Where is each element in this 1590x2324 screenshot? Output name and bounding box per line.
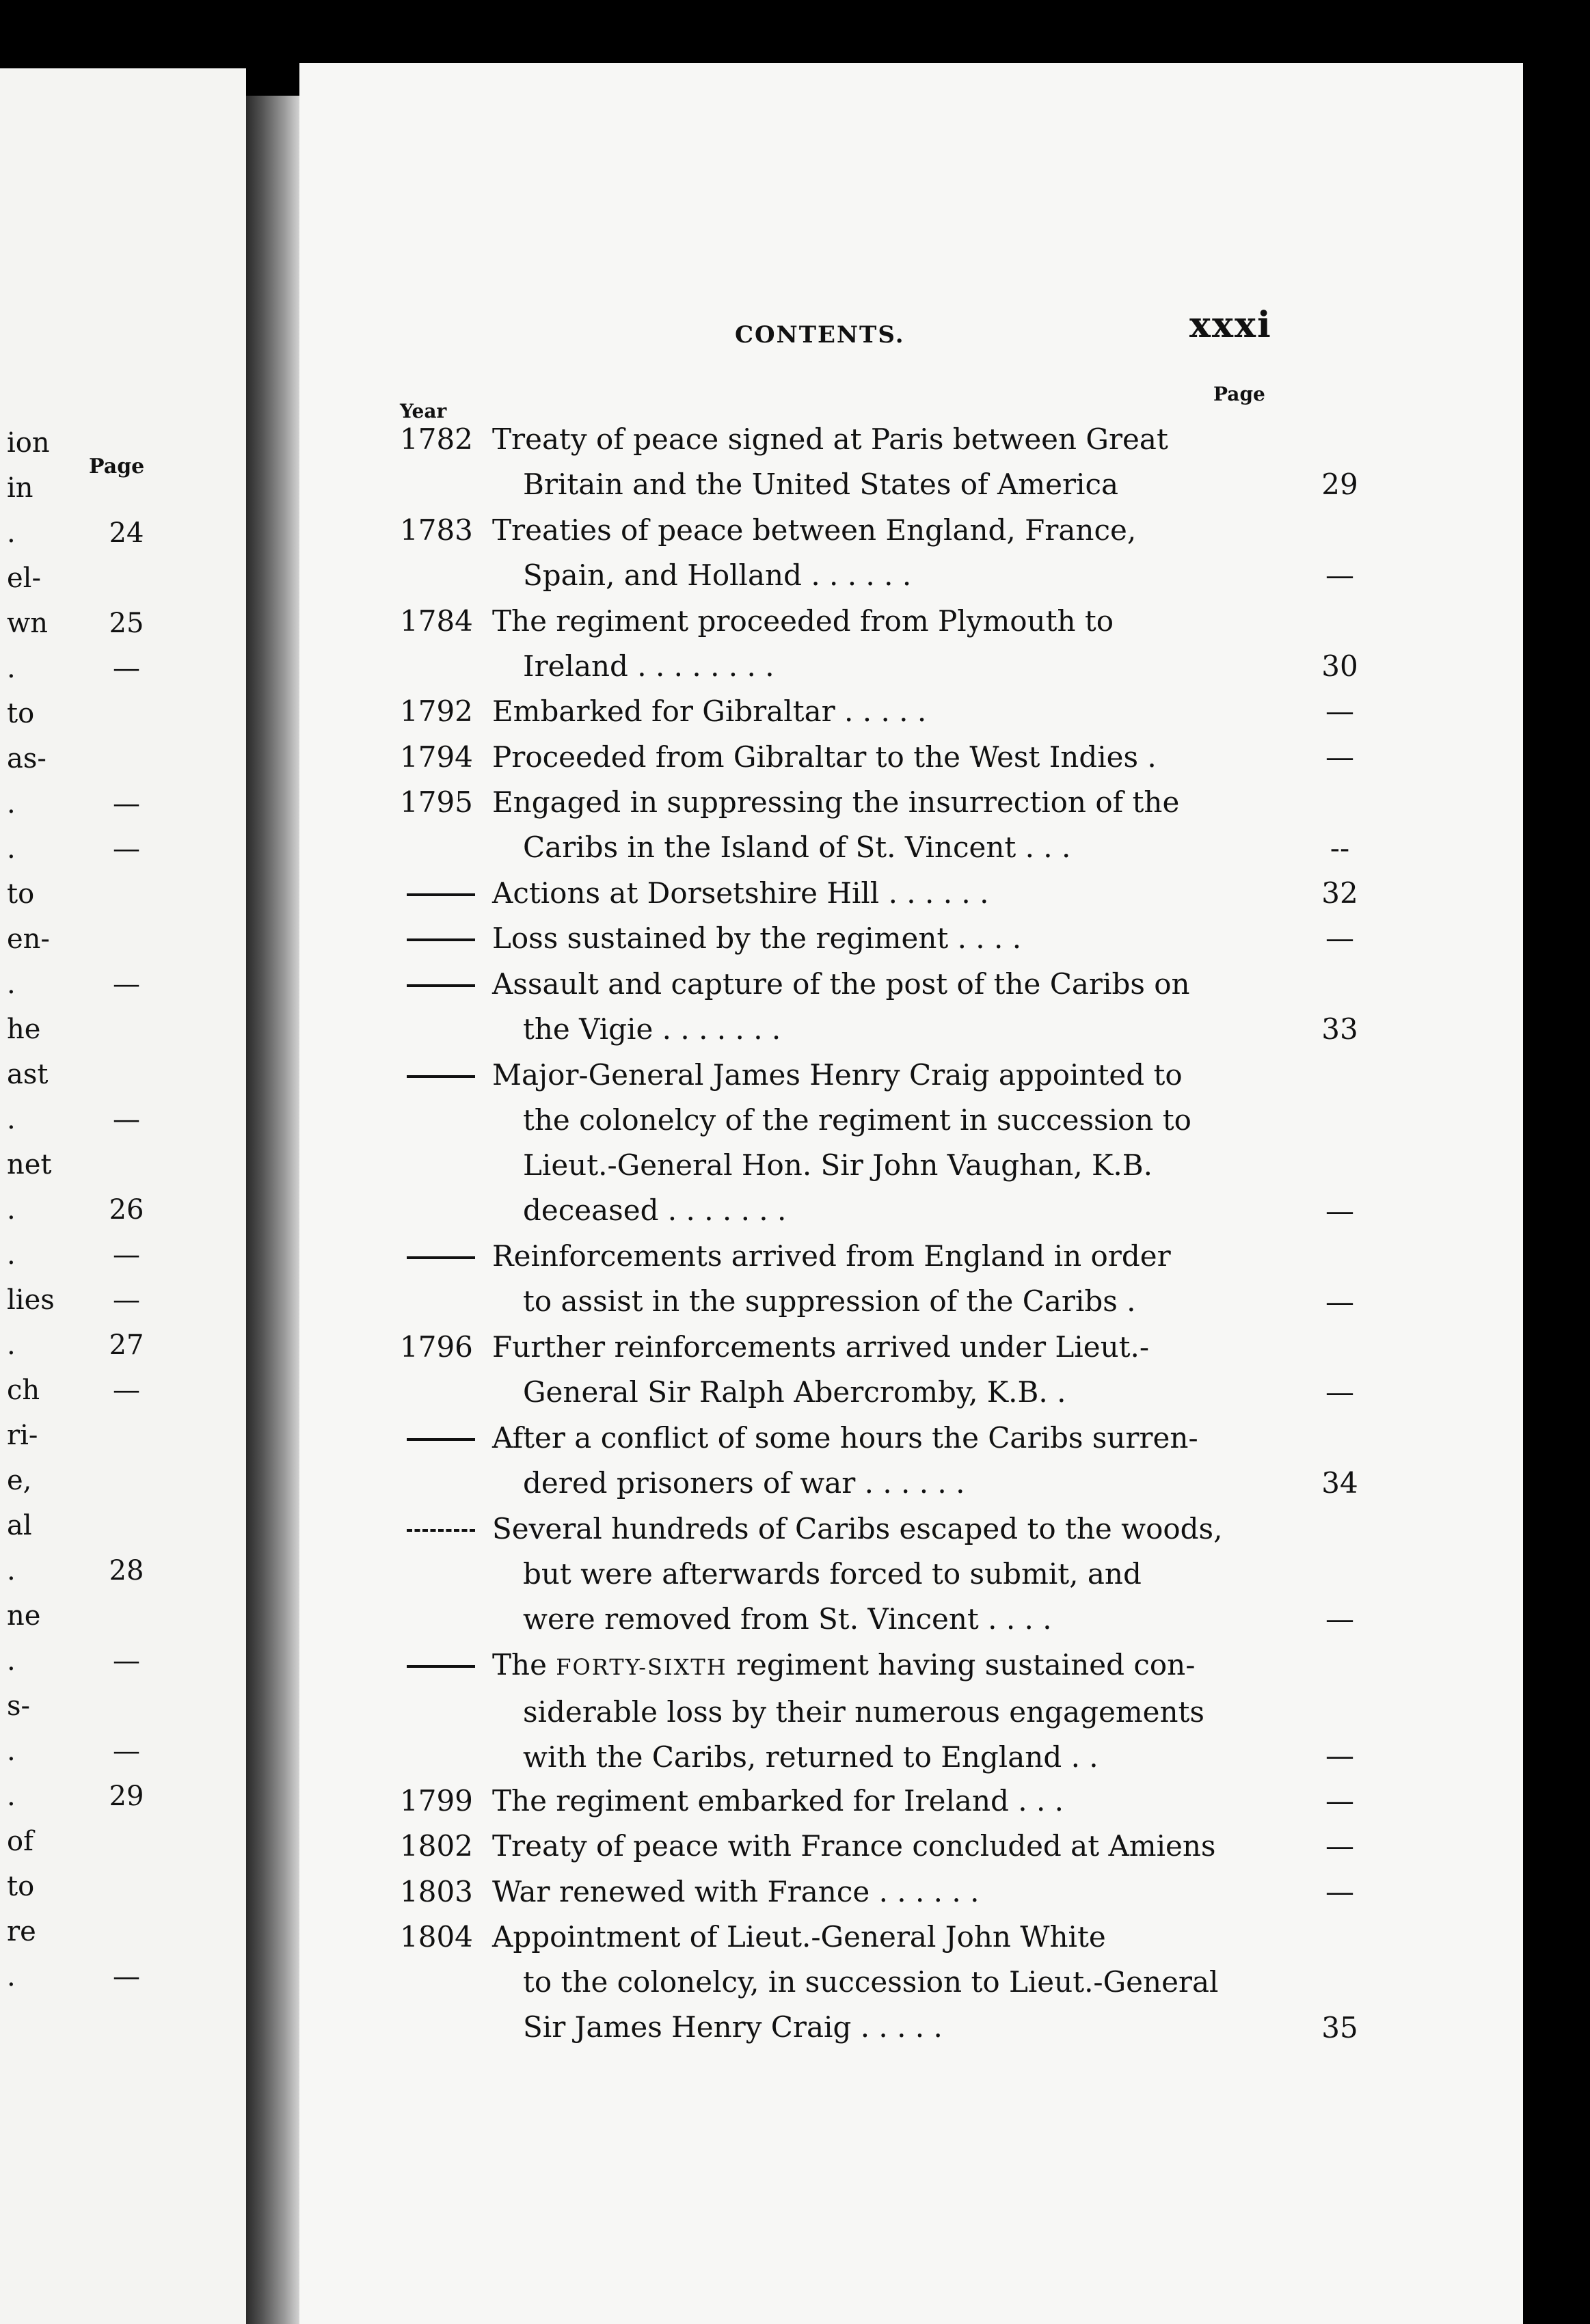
entry-line: Caribs in the Island of St. Vincent . . .	[523, 830, 1071, 865]
left-page-row	[0, 1284, 246, 1325]
entry-line: Embarked for Gibraltar . . . . .	[492, 694, 927, 729]
year-column-header: Year	[400, 400, 447, 422]
entry-line: with the Caribs, returned to England . .	[523, 1740, 1099, 1774]
contents-entry	[400, 689, 1391, 734]
left-page-row	[0, 1781, 246, 1822]
left-page	[0, 68, 246, 2324]
contents-entry	[400, 916, 1391, 961]
left-page-fragment: .	[7, 1329, 16, 1361]
contents-entry	[400, 1824, 1391, 1869]
entry-line: were removed from St. Vincent . . . .	[523, 1602, 1052, 1636]
entry-text	[492, 1416, 1278, 1506]
ditto-dash	[407, 984, 475, 987]
left-page-row	[0, 1916, 246, 1957]
contents-entry	[400, 1869, 1391, 1915]
entry-line: Reinforcements arrived from England in order	[492, 1239, 1171, 1273]
left-page-row	[0, 1735, 246, 1776]
entry-line: Assault and capture of the post of the Caribs on	[492, 967, 1190, 1001]
entry-page-ref: —	[1325, 558, 1354, 593]
entry-text	[492, 780, 1278, 870]
book-gutter	[246, 96, 301, 2324]
entry-page-ref: —	[1325, 1375, 1354, 1409]
entry-page-ref: —	[1325, 740, 1354, 774]
left-page-fragment: as-	[7, 743, 46, 774]
entry-page-ref: —	[1325, 1193, 1354, 1228]
left-page-row	[0, 788, 246, 829]
entry-text	[492, 916, 1278, 961]
left-page-row	[0, 608, 246, 649]
entry-page-ref: —	[1325, 921, 1354, 956]
left-page-fragment: in	[7, 472, 33, 504]
contents-entry	[400, 417, 1391, 508]
left-page-page-ref: 28	[109, 1555, 144, 1586]
entry-text	[492, 1053, 1278, 1233]
left-page-row	[0, 427, 246, 468]
contents-entry	[400, 599, 1391, 690]
left-page-row	[0, 1149, 246, 1190]
entry-text	[492, 1869, 1278, 1915]
entry-line: Lieut.-General Hon. Sir John Vaughan, K.B.	[523, 1148, 1153, 1182]
entry-page-ref: —	[1325, 1284, 1354, 1319]
left-page-row	[0, 1510, 246, 1551]
left-page-fragment: ne	[7, 1600, 41, 1632]
entry-text	[492, 735, 1278, 780]
ditto-dash	[407, 1529, 475, 1532]
entry-line: The regiment proceeded from Plymouth to	[492, 604, 1114, 638]
left-page-row	[0, 1329, 246, 1370]
left-page-page-ref: —	[113, 1645, 140, 1677]
left-page-page-ref: —	[113, 833, 140, 865]
entry-line: War renewed with France . . . . . .	[492, 1874, 980, 1908]
entry-text	[492, 1643, 1278, 1780]
entry-page-ref: —	[1325, 1874, 1354, 1908]
entry-line: Treaty of peace with France concluded at Amiens	[492, 1829, 1216, 1863]
entry-page-ref: 34	[1321, 1466, 1358, 1500]
entry-text	[492, 962, 1278, 1052]
left-page-fragment: of	[7, 1826, 33, 1857]
contents-entry	[400, 508, 1391, 599]
left-page-row	[0, 1420, 246, 1461]
left-page-page-ref: 26	[109, 1194, 144, 1226]
contents-entry	[400, 1643, 1391, 1779]
left-page-page-ref: —	[113, 1104, 140, 1135]
entry-line: The regiment embarked for Ireland . . .	[492, 1784, 1064, 1818]
ditto-dash	[407, 1438, 475, 1441]
page-column-header: Page	[1213, 383, 1265, 405]
entry-line: Treaty of peace signed at Paris between Great	[492, 422, 1168, 456]
ditto-dash	[407, 1665, 475, 1668]
entry-text	[492, 1325, 1278, 1415]
left-page-row	[0, 563, 246, 604]
entry-line: but were afterwards forced to submit, and	[523, 1556, 1142, 1591]
entry-line: Proceeded from Gibraltar to the West Indies .	[492, 740, 1157, 774]
left-page-fragment: .	[7, 1104, 16, 1135]
left-page-fragment: to	[7, 1871, 35, 1902]
left-page-row	[0, 1961, 246, 2002]
contents-entry	[400, 1234, 1391, 1325]
left-page-fragment: lies	[7, 1284, 55, 1316]
left-page-row	[0, 1690, 246, 1731]
left-page-row	[0, 969, 246, 1010]
entry-year: 1782	[400, 422, 473, 456]
left-page-fragment: .	[7, 1555, 16, 1586]
entry-page-ref: —	[1325, 1829, 1354, 1863]
regiment-name: FORTY-SIXTH	[556, 1653, 727, 1680]
left-page-row	[0, 1375, 246, 1416]
left-page-fragment: .	[7, 1239, 16, 1271]
left-page-page-ref: —	[113, 1239, 140, 1271]
left-page-page-ref: —	[113, 653, 140, 684]
entry-line: Ireland . . . . . . . .	[523, 649, 774, 683]
left-page-fragment: re	[7, 1916, 36, 1947]
left-page-fragment: .	[7, 1781, 16, 1812]
entry-line: Britain and the United States of America	[523, 468, 1119, 501]
entry-line: to the colonelcy, in succession to Lieut.-General	[523, 1965, 1219, 1999]
ditto-dash	[407, 938, 475, 941]
left-page-fragment: .	[7, 517, 16, 549]
entry-line: The FORTY-SIXTH regiment having sustained con-	[492, 1647, 1196, 1681]
left-page-fragment: .	[7, 653, 16, 684]
entry-line: Spain, and Holland . . . . . .	[523, 558, 912, 592]
entry-line: the colonelcy of the regiment in succession to	[523, 1103, 1191, 1137]
entry-line: the Vigie . . . . . . .	[523, 1012, 781, 1046]
left-page-fragment: el-	[7, 563, 41, 594]
entry-page-ref: 33	[1321, 1012, 1358, 1046]
entry-page-ref: --	[1330, 830, 1350, 865]
left-page-fragment: .	[7, 1645, 16, 1677]
running-head: CONTENTS.	[735, 321, 905, 349]
contents-entry	[400, 1779, 1391, 1824]
entry-text	[492, 1915, 1278, 2050]
left-page-page-ref: —	[113, 969, 140, 1000]
entry-year: 1784	[400, 604, 473, 638]
entry-text	[492, 871, 1278, 916]
ditto-dash	[407, 1075, 475, 1078]
left-page-row	[0, 1239, 246, 1280]
left-page-fragment: ri-	[7, 1420, 38, 1451]
entry-page-ref: —	[1325, 694, 1354, 729]
contents-entry	[400, 780, 1391, 871]
entry-line: General Sir Ralph Abercromby, K.B. .	[523, 1375, 1066, 1409]
left-page-row	[0, 878, 246, 919]
entry-line: Appointment of Lieut.-General John White	[492, 1920, 1106, 1954]
entry-text	[492, 1506, 1278, 1642]
left-page-fragment: s-	[7, 1690, 31, 1722]
entry-page-ref: 32	[1321, 876, 1358, 910]
left-page-fragment: ast	[7, 1059, 49, 1090]
entry-line: After a conflict of some hours the Caribs surren-	[492, 1420, 1198, 1455]
left-page-column-header: Page	[89, 455, 145, 478]
left-page-row	[0, 1600, 246, 1641]
left-page-fragment: ch	[7, 1375, 40, 1406]
entry-page-ref: —	[1325, 1738, 1354, 1772]
left-page-page-ref: 27	[109, 1329, 144, 1361]
left-page-row	[0, 923, 246, 964]
entry-page-ref: 30	[1321, 649, 1358, 683]
entry-page-ref: —	[1325, 1784, 1354, 1818]
entry-line: Actions at Dorsetshire Hill . . . . . .	[492, 876, 989, 910]
left-page-row	[0, 1194, 246, 1235]
entry-line: Loss sustained by the regiment . . . .	[492, 921, 1022, 956]
contents-entry	[400, 962, 1391, 1053]
entry-line: Sir James Henry Craig . . . . .	[523, 2010, 943, 2044]
entry-text	[492, 1234, 1278, 1324]
entry-line: dered prisoners of war . . . . . .	[523, 1465, 965, 1500]
left-page-row	[0, 1826, 246, 1867]
left-page-fragment: wn	[7, 608, 48, 639]
left-page-fragment: .	[7, 833, 16, 865]
entry-year: 1796	[400, 1330, 473, 1364]
left-page-fragment: .	[7, 788, 16, 820]
left-page-fragment: .	[7, 969, 16, 1000]
entry-line: Engaged in suppressing the insurrection of the	[492, 785, 1180, 820]
left-page-row	[0, 833, 246, 874]
entry-line: Major-General James Henry Craig appointed to	[492, 1057, 1183, 1092]
entry-year: 1804	[400, 1920, 473, 1954]
left-page-fragment: to	[7, 698, 35, 729]
left-page-page-ref: 24	[109, 517, 144, 549]
contents-entry	[400, 1506, 1391, 1643]
entry-page-ref: 29	[1321, 468, 1358, 502]
entry-line: to assist in the suppression of the Caribs .	[523, 1284, 1136, 1319]
left-page-page-ref: —	[113, 788, 140, 820]
left-page-row	[0, 653, 246, 694]
left-page-fragment: e,	[7, 1465, 32, 1496]
left-page-row	[0, 472, 246, 513]
entry-year: 1799	[400, 1784, 473, 1818]
entry-page-ref: 35	[1321, 2010, 1358, 2044]
left-page-page-ref: —	[113, 1284, 140, 1316]
ditto-dash	[407, 893, 475, 896]
entry-year: 1802	[400, 1829, 473, 1863]
left-page-fragment: ion	[7, 427, 50, 459]
ditto-dash	[407, 1256, 475, 1259]
left-page-row	[0, 1014, 246, 1055]
left-page-row	[0, 1059, 246, 1100]
left-page-row	[0, 698, 246, 739]
left-page-page-ref: —	[113, 1735, 140, 1767]
left-page-row	[0, 1555, 246, 1596]
entry-year: 1795	[400, 785, 473, 820]
page-number: xxxi	[1189, 304, 1272, 346]
left-page-fragment: net	[7, 1149, 52, 1180]
left-page-fragment: al	[7, 1510, 32, 1541]
left-page-fragment: .	[7, 1735, 16, 1767]
entry-year: 1794	[400, 740, 473, 774]
page-edge	[1523, 55, 1590, 2324]
left-page-page-ref: 25	[109, 608, 144, 639]
entry-text	[492, 1779, 1278, 1824]
left-page-row	[0, 517, 246, 558]
entry-text	[492, 1824, 1278, 1869]
contents-entry	[400, 1915, 1391, 2051]
left-page-row	[0, 1871, 246, 1912]
left-page-page-ref: —	[113, 1375, 140, 1406]
entry-line: Several hundreds of Caribs escaped to the woods,	[492, 1511, 1223, 1545]
entry-year: 1792	[400, 694, 473, 729]
left-page-fragment: he	[7, 1014, 41, 1045]
contents-entry	[400, 1325, 1391, 1416]
left-page-fragment: to	[7, 878, 35, 910]
contents-entry	[400, 1416, 1391, 1506]
left-page-row	[0, 1645, 246, 1686]
entry-line: deceased . . . . . . .	[523, 1193, 787, 1227]
entry-year: 1803	[400, 1874, 473, 1908]
left-page-fragment: .	[7, 1961, 16, 1992]
left-page-row	[0, 1104, 246, 1145]
entry-text	[492, 508, 1278, 598]
left-page-row	[0, 1465, 246, 1506]
left-page-fragment: .	[7, 1194, 16, 1226]
entry-page-ref: —	[1325, 1602, 1354, 1636]
entry-line: Treaties of peace between England, France,	[492, 513, 1137, 547]
entry-text	[492, 689, 1278, 734]
entry-text	[492, 417, 1278, 507]
entry-text	[492, 599, 1278, 689]
entry-line: siderable loss by their numerous engagements	[523, 1694, 1204, 1729]
left-page-row	[0, 743, 246, 784]
contents-entry	[400, 871, 1391, 916]
contents-entry	[400, 1053, 1391, 1234]
left-page-page-ref: —	[113, 1961, 140, 1992]
contents-entry	[400, 735, 1391, 780]
entry-year: 1783	[400, 513, 473, 547]
entry-line: Further reinforcements arrived under Lieut.-	[492, 1330, 1150, 1364]
left-page-fragment: en-	[7, 923, 50, 955]
left-page-page-ref: 29	[109, 1781, 144, 1812]
